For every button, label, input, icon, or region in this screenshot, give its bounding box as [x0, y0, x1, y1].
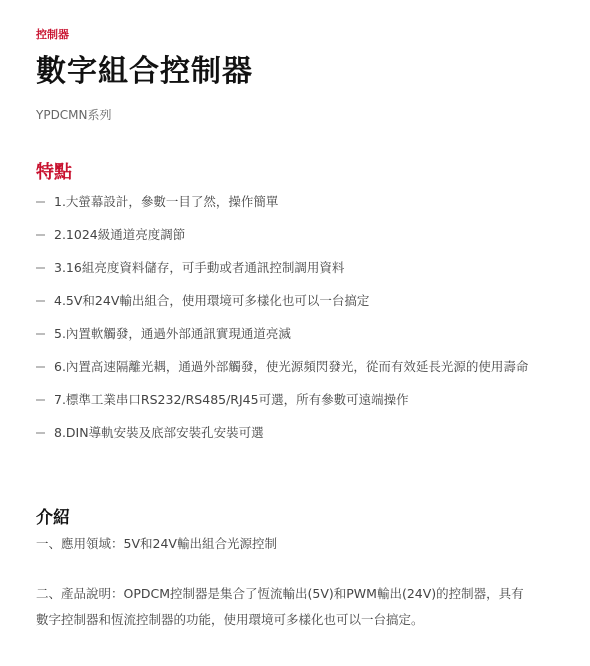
intro-application-paragraph: 一、應用領域：5V和24V輸出組合光源控制	[36, 536, 277, 551]
feature-text: 3.16組亮度資料儲存，可手動或者通訊控制調用資料	[54, 260, 345, 275]
intro-description-paragraph: 二、產品說明：OPDCM控制器是集合了恆流輸出(5V)和PWM輸出(24V)的控制器，具有數字控制器和恆流控制器的功能，使用環境可多樣化也可以一台搞定。	[36, 586, 524, 627]
feature-text: 8.DIN導軌安裝及底部安裝孔安裝可選	[54, 425, 264, 440]
dash-bullet-icon	[36, 234, 45, 236]
feature-text: 1.大螢幕設計，參數一目了然，操作簡單	[54, 194, 279, 209]
dash-bullet-icon	[36, 300, 45, 302]
dash-bullet-icon	[36, 399, 45, 401]
feature-item	[36, 256, 536, 279]
dash-bullet-icon	[36, 333, 45, 335]
feature-list	[36, 190, 536, 454]
feature-text: 5.內置軟觸發，通過外部通訊實現通道亮滅	[54, 326, 291, 341]
feature-item	[36, 190, 536, 213]
feature-item	[36, 223, 536, 246]
feature-item	[36, 388, 536, 411]
dash-bullet-icon	[36, 432, 45, 434]
breadcrumb[interactable]: 控制器	[36, 28, 69, 41]
feature-text: 4.5V和24V輸出組合，使用環境可多樣化也可以一台搞定	[54, 293, 370, 308]
feature-item	[36, 421, 536, 444]
features-heading: 特點	[36, 162, 72, 183]
feature-item	[36, 289, 536, 312]
feature-text: 6.內置高速隔離光耦，通過外部觸發，使光源頻閃發光，從而有效延長光源的使用壽命	[54, 359, 529, 374]
page-title: 數字組合控制器	[36, 54, 253, 89]
dash-bullet-icon	[36, 201, 45, 203]
feature-text: 7.標準工業串口RS232/RS485/RJ45可選，所有參數可遠端操作	[54, 392, 409, 407]
feature-item	[36, 322, 536, 345]
feature-item	[36, 355, 536, 378]
dash-bullet-icon	[36, 267, 45, 269]
intro-heading: 介紹	[36, 508, 70, 528]
feature-text: 2.1024級通道亮度調節	[54, 227, 186, 242]
product-series: YPDCMN系列	[36, 108, 112, 122]
dash-bullet-icon	[36, 366, 45, 368]
